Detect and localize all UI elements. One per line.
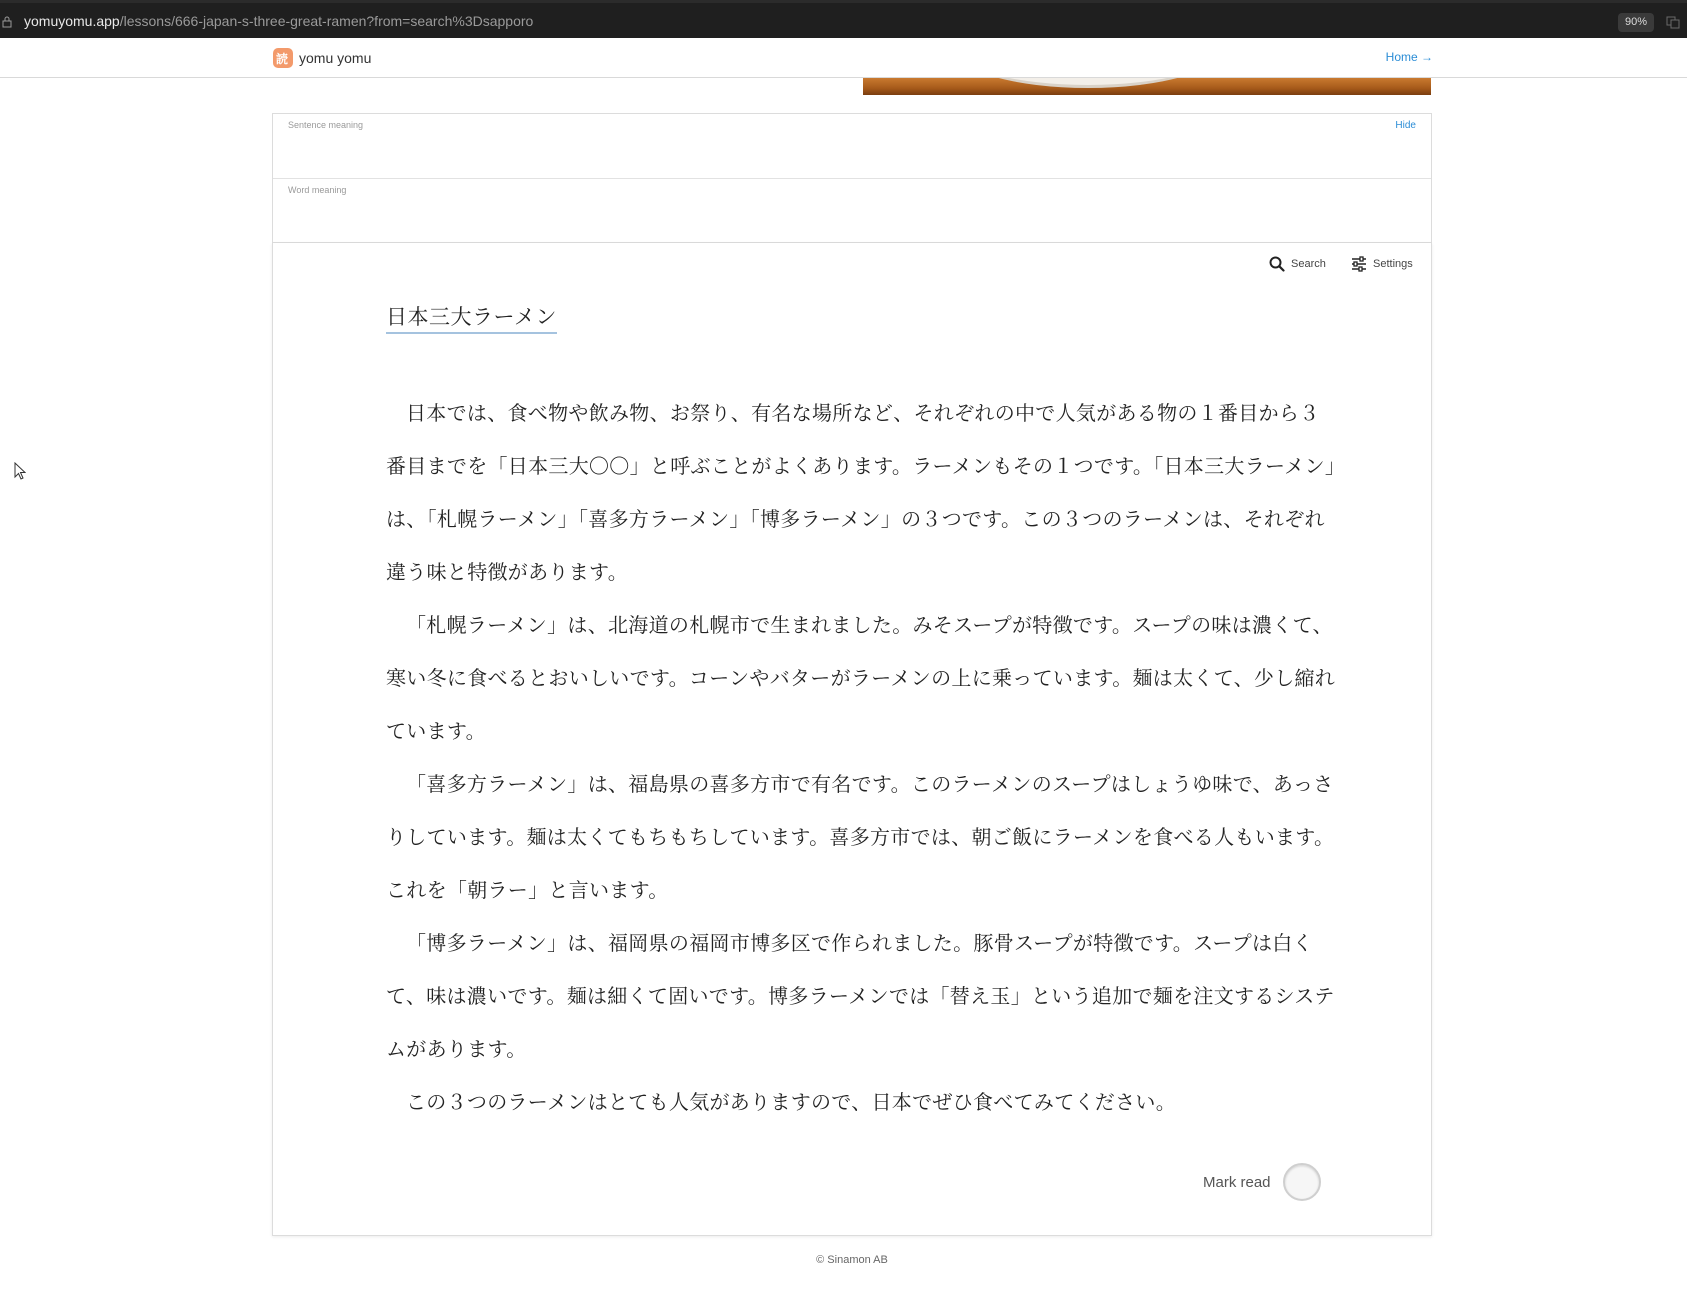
search-button[interactable] [1269, 256, 1326, 272]
title-text[interactable]: 日本三大ラーメン [386, 305, 557, 334]
sentence-meaning-row [273, 114, 1431, 178]
mark-read-toggle[interactable] [1283, 1163, 1321, 1201]
ramen-bowl-image [953, 78, 1223, 88]
browser-url-bar [0, 0, 1687, 38]
paragraph-1[interactable]: 日本では、食べ物や飲み物、お祭り、有名な場所など、それぞれの中で人気がある物の１番目から３番目までを「日本三大〇〇」と呼ぶことがよくあります。ラーメンもその１つです。「日本三大ラーメン」は、「札幌ラーメン」「喜多方ラーメン」「博多ラーメン」の３つです。この３つのラーメンは、それぞれ違う味と特徴があります。 [386, 401, 1336, 584]
lock-icon [2, 16, 12, 28]
address-field[interactable] [24, 13, 533, 29]
lesson-title[interactable] [386, 287, 1336, 347]
app-logo[interactable] [273, 48, 293, 68]
lesson-hero-image [863, 78, 1431, 95]
translate-icon[interactable] [1666, 15, 1680, 29]
paragraph-5[interactable]: この３つのラーメンはとても人気がありますので、日本でぜひ食べてみてください。 [406, 1090, 1176, 1114]
meaning-panel [272, 113, 1432, 243]
word-meaning-label: Word meaning [288, 185, 347, 195]
search-icon [1269, 256, 1285, 272]
reader-card [272, 243, 1432, 1236]
settings-label: Settings [1373, 258, 1413, 270]
paragraph-2[interactable]: 「札幌ラーメン」は、北海道の札幌市で生まれました。みそスープが特徴です。スープの味は濃くて、寒い冬に食べるとおいしいです。コーンやバターがラーメンの上に乗っています。麺は太くて、少し縮れています。 [386, 613, 1336, 743]
sliders-icon [1351, 256, 1367, 272]
footer-copyright: © Sinamon AB [816, 1254, 888, 1266]
paragraph-3[interactable]: 「喜多方ラーメン」は、福島県の喜多方市で有名です。このラーメンのスープはしょうゆ味で、あっさりしています。麺は太くてもちもちしています。喜多方市では、朝ご飯にラーメンを食べる人もいます。これを「朝ラー」と言います。 [386, 772, 1335, 902]
mark-read-button[interactable] [1203, 1163, 1321, 1201]
app-header [0, 38, 1687, 78]
mouse-cursor-icon [14, 462, 26, 480]
word-meaning-row [273, 178, 1431, 242]
brand-name[interactable]: yomu yomu [299, 50, 372, 66]
home-link[interactable]: Home → [1385, 50, 1433, 64]
mark-read-label: Mark read [1203, 1173, 1271, 1191]
paragraph-4[interactable]: 「博多ラーメン」は、福岡県の福岡市博多区で作られました。豚骨スープが特徴です。スープは白くて、味は濃いです。麺は細くて固いです。博多ラーメンでは「替え玉」という追加で麺を注文するシステムがあります。 [386, 931, 1335, 1061]
url-path: /lessons/666-japan-s-three-great-ramen?from=search%3Dsapporo [119, 13, 534, 29]
sentence-meaning-label: Sentence meaning [288, 120, 364, 130]
settings-button[interactable] [1351, 256, 1413, 272]
hide-button[interactable]: Hide [1395, 120, 1416, 131]
zoom-badge[interactable]: 90% [1618, 13, 1654, 32]
url-host: yomuyomu.app [24, 13, 120, 29]
lesson-article [386, 287, 1336, 1129]
lesson-body [386, 387, 1336, 1129]
search-label: Search [1291, 258, 1326, 270]
logo-glyph: 読 [276, 52, 289, 66]
